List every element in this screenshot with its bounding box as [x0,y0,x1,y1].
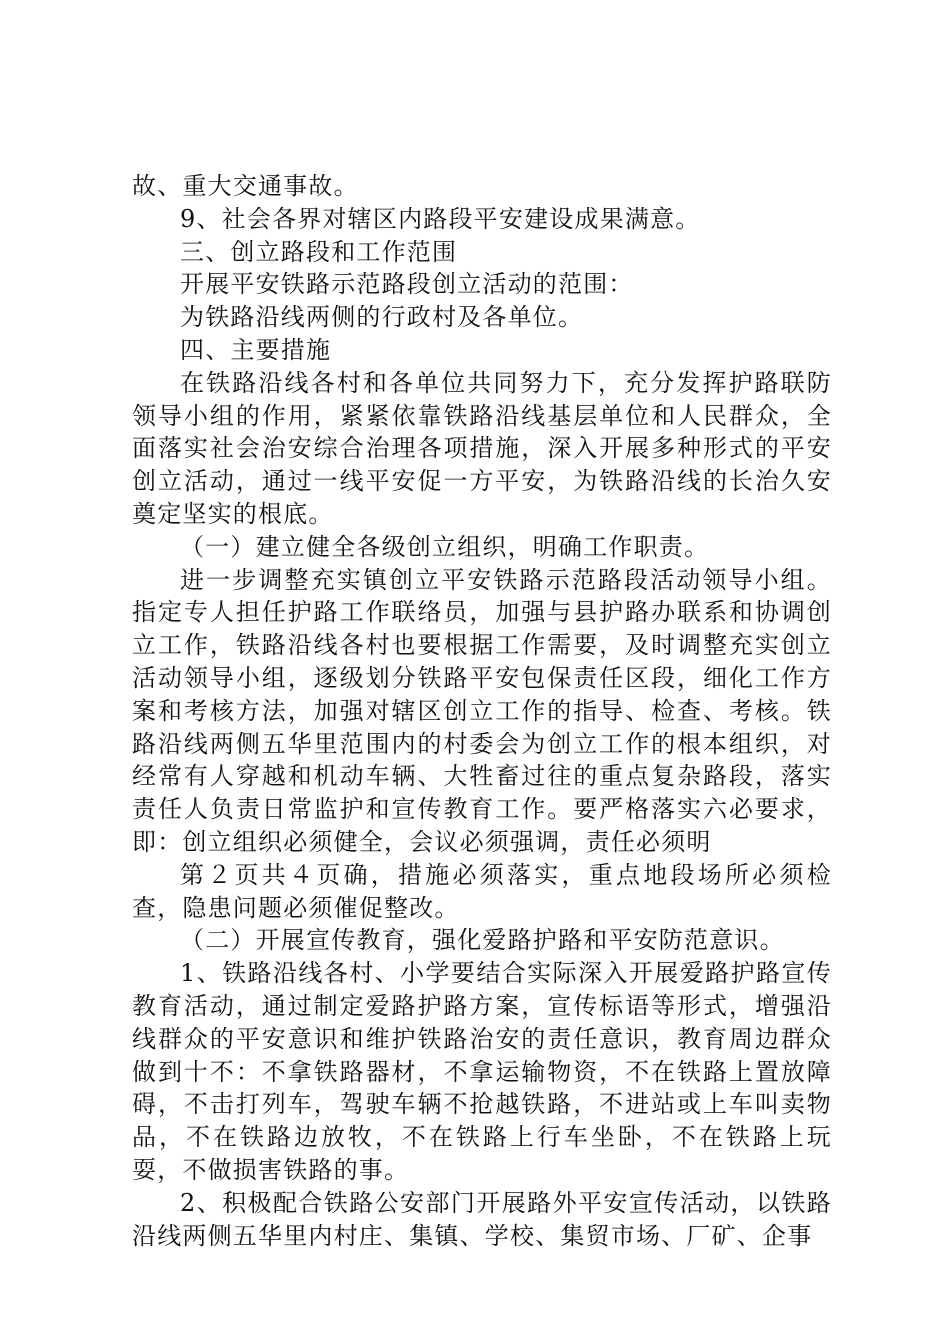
paragraph-publicity-2: 2、积极配合铁路公安部门开展路外平安宣传活动，以铁路沿线两侧五华里内村庄、集镇、学校、集贸市场、厂矿、企事 [132,1188,832,1250]
document-body [132,170,832,1252]
paragraph-page-marker: 第２页共４页确，措施必须落实，重点地段场所必须检查，隐患问题必须催促整改。 [132,860,832,922]
section-heading-4: 四、主要措施 [180,335,332,364]
paragraph-organization: 进一步调整充实镇创立平安铁路示范路段活动领导小组。指定专人担任护路工作联络员，加强与县护路办联系和协调创立工作，铁路沿线各村也要根据工作需要，及时调整充实创立活动领导小组，逐级划分铁路平安包保责任区段，细化工作方案和考核方法，加强对辖区创立工作的指导、检查、考核。铁路沿线两侧五华里范围内的村委会为创立工作的根本组织，对经常有人穿越和机动车辆、大牲畜过往的重点复杂路段，落实责任人负责日常监护和宣传教育工作。要严格落实六必要求，即：创立组织必须健全，会议必须强调，责任必须明 [132,565,832,856]
subheading-2: （二）开展宣传教育，强化爱路护路和平安防范意识。 [180,926,785,955]
subheading-1: （一）建立健全各级创立组织，明确工作职责。 [180,532,710,561]
paragraph-item-9: 9、社会各界对辖区内路段平安建设成果满意。 [180,204,701,233]
paragraph-scope: 为铁路沿线两侧的行政村及各单位。 [180,303,584,332]
paragraph-measures-intro: 在铁路沿线各村和各单位共同努力下，充分发挥护路联防领导小组的作用，紧紧依靠铁路沿线基层单位和人民群众，全面落实社会治安综合治理各项措施，深入开展多种形式的平安创立活动，通过一线平安促一方平安，为铁路沿线的长治久安奠定坚实的根底。 [132,368,832,528]
paragraph-continuation: 故、重大交通事故。 [132,172,359,200]
section-heading-3: 三、创立路段和工作范围 [180,237,458,266]
paragraph-publicity-1: 1、铁路沿线各村、小学要结合实际深入开展爱路护路宣传教育活动，通过制定爱路护路方案，宣传标语等形式，增强沿线群众的平安意识和维护铁路治安的责任意识，教育周边群众做到十不：不拿铁路器材，不拿运输物资，不在铁路上置放障碍，不击打列车，驾驶车辆不抢越铁路，不进站或上车叫卖物品，不在铁路边放牧，不在铁路上行车坐卧，不在铁路上玩耍，不做损害铁路的事。 [132,959,832,1184]
paragraph-scope-intro: 开展平安铁路示范路段创立活动的范围： [180,270,634,299]
